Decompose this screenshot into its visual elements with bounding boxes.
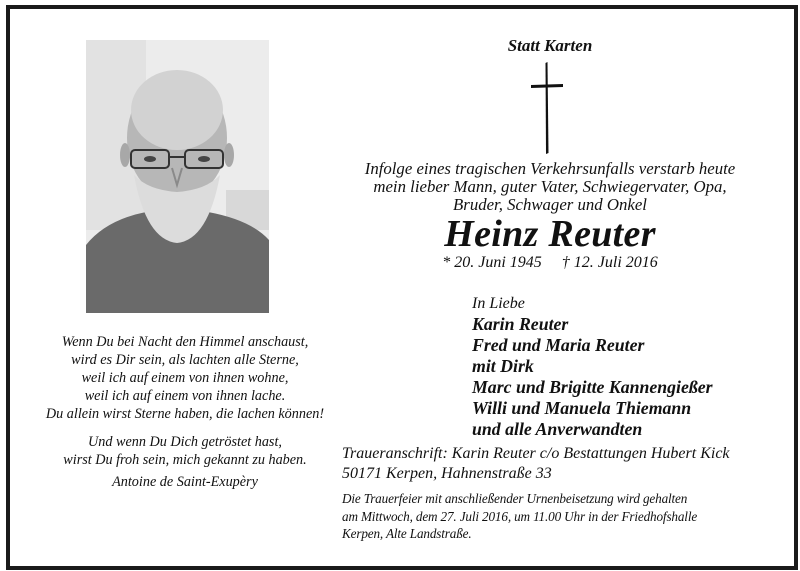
birth-date: * 20. Juni 1945 bbox=[442, 254, 542, 271]
poem-line: Wenn Du bei Nacht den Himmel anschaust, bbox=[61, 334, 309, 350]
announcement-line: Bruder, Schwager und Onkel bbox=[453, 195, 647, 214]
mourner-name: Fred und Maria Reuter bbox=[472, 335, 645, 355]
mourner-name: Marc und Brigitte Kannengießer bbox=[472, 377, 713, 397]
announcement-line: mein lieber Mann, guter Vater, Schwiegervater, Opa, bbox=[373, 177, 727, 196]
deceased-name: Heinz Reuter bbox=[444, 213, 656, 255]
funeral-line: am Mittwoch, dem 27. Juli 2016, um 11.00 Uhr in der Friedhofshalle bbox=[342, 508, 698, 524]
poem-line: weil ich auf einem von ihnen lache. bbox=[84, 388, 286, 404]
mourners-list bbox=[472, 294, 782, 440]
latin-cross-icon bbox=[530, 62, 564, 154]
mourner-name: Karin Reuter bbox=[472, 314, 569, 334]
death-date: † 12. Juli 2016 bbox=[561, 254, 658, 271]
poem-line: weil ich auf einem von ihnen wohne, bbox=[81, 370, 289, 386]
address-line: Traueranschrift: Karin Reuter c/o Bestattungen Hubert Kick bbox=[342, 445, 730, 462]
poem-line: wirst Du froh sein, mich gekannt zu haben. bbox=[63, 452, 307, 468]
notice-header: Statt Karten bbox=[507, 36, 593, 55]
portrait-photo bbox=[86, 40, 269, 313]
poem-author: Antoine de Saint-Exupèry bbox=[112, 474, 258, 490]
address-line: 50171 Kerpen, Hahnenstraße 33 bbox=[342, 465, 552, 482]
funeral-details bbox=[342, 490, 792, 543]
life-dates bbox=[400, 254, 700, 272]
mourner-name: mit Dirk bbox=[472, 356, 534, 376]
mourner-name: Willi und Manuela Thiemann bbox=[472, 398, 692, 418]
mourner-name: und alle Anverwandten bbox=[472, 419, 643, 439]
mourners-intro: In Liebe bbox=[472, 295, 525, 312]
poem-line: wird es Dir sein, als lachten alle Sterne, bbox=[71, 352, 299, 368]
poem-line: Und wenn Du Dich getröstet hast, bbox=[88, 434, 282, 450]
poem-line: Du allein wirst Sterne haben, die lachen können! bbox=[45, 406, 325, 422]
announcement-line: Infolge eines tragischen Verkehrsunfalls verstarb heute bbox=[364, 159, 736, 178]
funeral-line: Kerpen, Alte Landstraße. bbox=[342, 526, 472, 541]
poem-stanza-1 bbox=[20, 333, 350, 423]
poem-stanza-2 bbox=[20, 433, 350, 469]
funeral-line: Die Trauerfeier mit anschließender Urnenbeisetzung wird gehalten bbox=[342, 491, 688, 506]
condolence-address bbox=[342, 444, 792, 484]
death-announcement bbox=[340, 160, 760, 214]
